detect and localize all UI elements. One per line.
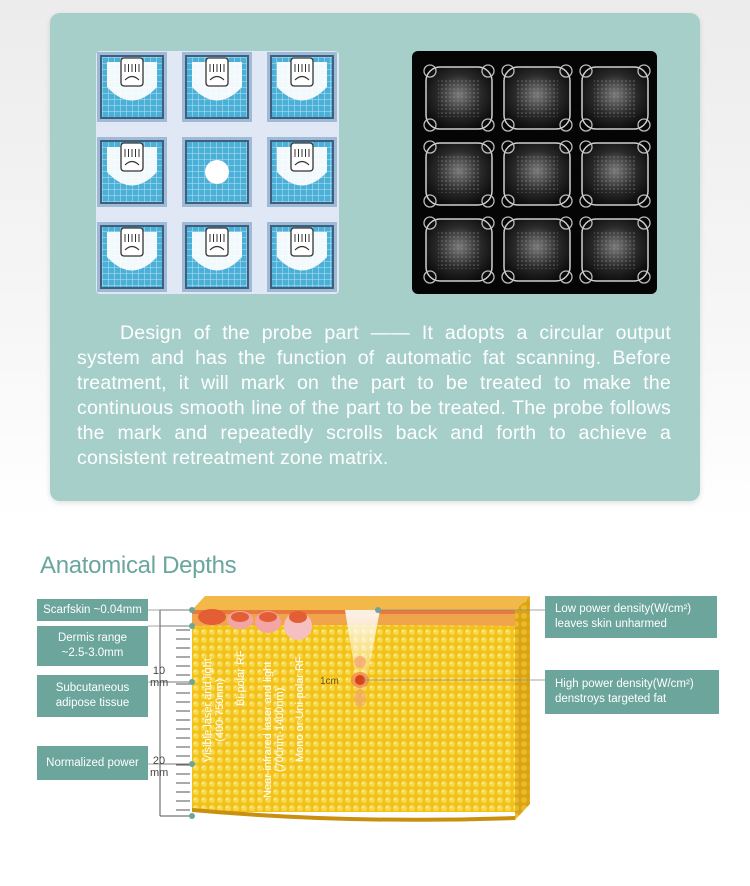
probe-cell bbox=[97, 137, 167, 207]
probe-cell bbox=[267, 222, 337, 292]
label-bipolar-rf: Bi-polar RF bbox=[235, 650, 247, 706]
probe-cell bbox=[267, 137, 337, 207]
probe-cell bbox=[182, 52, 252, 122]
probe-array-image bbox=[412, 51, 657, 294]
label-high-power: High power density(W/cm²) denstroys targeted fat bbox=[545, 670, 719, 714]
depth-mark-1cm: 1cm bbox=[320, 676, 339, 687]
probe-cell bbox=[267, 52, 337, 122]
probe-scan-diagram bbox=[96, 51, 339, 294]
label-subcutaneous: Subcutaneous adipose tissue bbox=[37, 675, 148, 717]
probe-cell bbox=[97, 222, 167, 292]
label-low-power: Low power density(W/cm²) leaves skin unharmed bbox=[545, 596, 717, 638]
probe-description: Design of the probe part —— It adopts a circular output system and has the function of automatic fat scanning. Before treatment, it will mark on the part to be treated to make the continuous smooth line of the part to be treated. The probe follows the mark and repeatedly scrolls back and forth to achieve a consistent retreatment zone matrix. bbox=[77, 322, 671, 469]
label-scarfskin: Scarfskin ~0.04mm bbox=[37, 599, 148, 621]
scale-mark-20mm: 20 mm bbox=[150, 755, 169, 779]
probe-array-photo bbox=[412, 51, 657, 294]
fat-layer-side bbox=[515, 596, 530, 820]
anatomical-depths-title: Anatomical Depths bbox=[40, 552, 237, 579]
label-normalized-power: Normalized power bbox=[37, 746, 148, 780]
label-visible-laser: Visible laser and light (400-750nm) bbox=[202, 658, 226, 762]
scarfskin-top bbox=[192, 596, 530, 610]
label-dermis-range: Dermis range ~2.5-3.0mm bbox=[37, 626, 148, 666]
label-near-infrared: Near-infrared laser and light (700nm-1400nm) bbox=[262, 661, 286, 798]
probe-cell bbox=[97, 52, 167, 122]
probe-grid-illustration bbox=[96, 51, 339, 294]
probe-cell bbox=[182, 222, 252, 292]
label-mono-polar-rf: Mono or Uni-polar RF bbox=[294, 656, 306, 762]
probe-cell bbox=[182, 137, 252, 207]
depth-ruler bbox=[160, 610, 190, 816]
scale-mark-10mm: 10 mm bbox=[150, 665, 169, 689]
